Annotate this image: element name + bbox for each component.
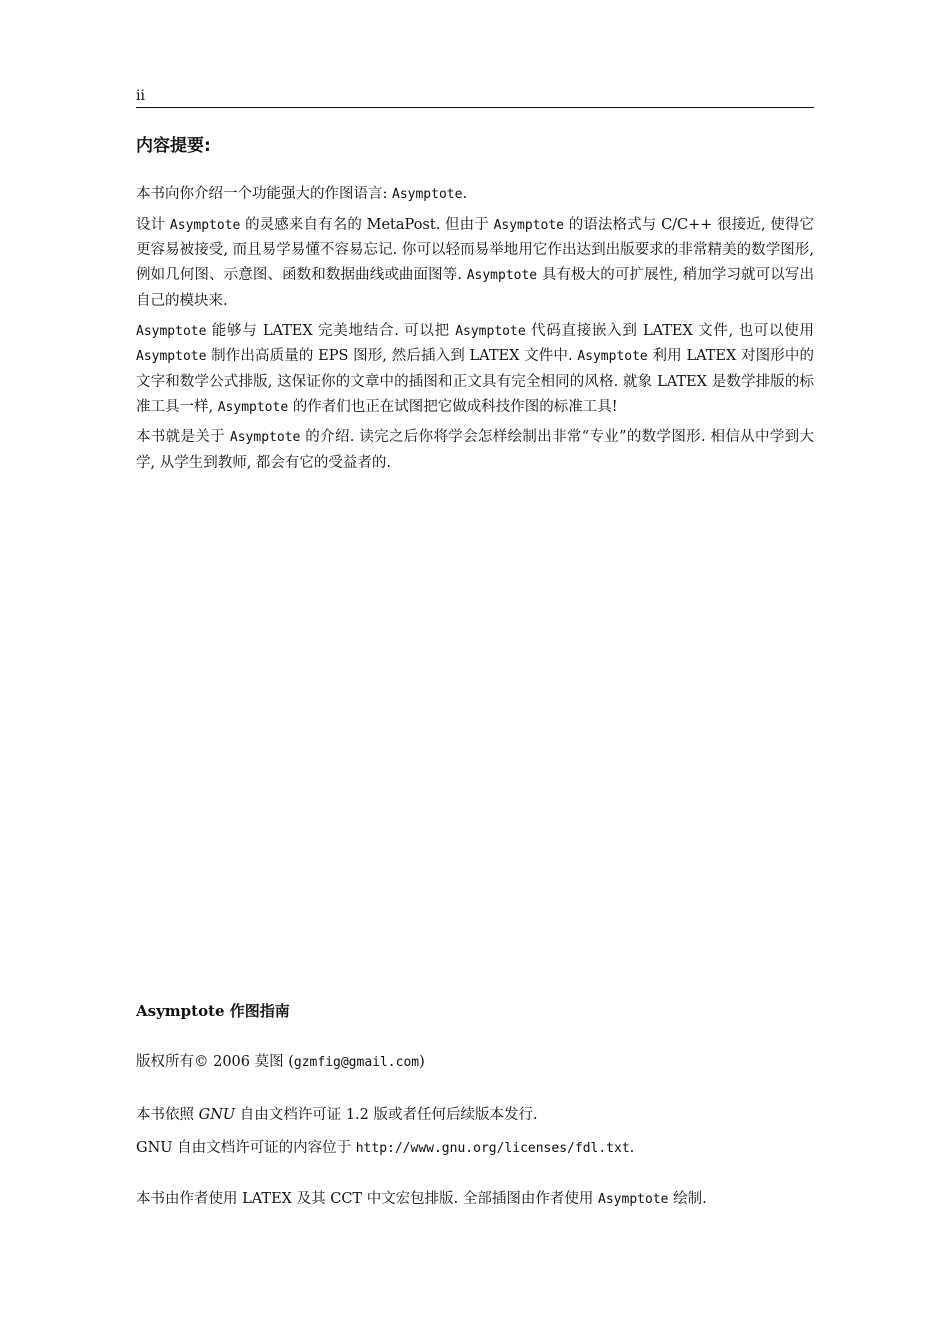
code-term: Asymptote (598, 1192, 669, 1207)
copyright-line (136, 1051, 425, 1074)
code-term: Asymptote (466, 268, 538, 284)
text: 绘制. (668, 1191, 707, 1207)
text: 利用 (647, 348, 687, 365)
text: 文件, 也可以使用 (692, 322, 815, 339)
text: 本书向你介绍一个功能强大的作图语言: (136, 186, 392, 202)
text: 自由文档许可证 1.2 版或者任何后续版本发行. (235, 1107, 538, 1123)
text: 设计 (136, 216, 170, 233)
text: 完美地结合. 可以把 (312, 322, 456, 339)
text: 的灵感来自有名的 MetaPost. 但由于 (240, 216, 494, 233)
code-term: Asymptote (136, 349, 207, 365)
code-term: Asymptote (217, 399, 289, 415)
license-line (136, 1104, 538, 1126)
text: 代码直接嵌入到 (525, 322, 643, 339)
text: 的介绍. 读完之后你将学会怎样绘制出非常“专业”的数学图形. 相信从中学到大学, 从学生到教师, 都会有它的受益者的. (136, 429, 815, 472)
email-address: gzmfig@gmail.com (293, 1055, 420, 1070)
abstract-body (136, 182, 814, 481)
abstract-paragraph-4 (136, 425, 814, 475)
code-term: Asymptote (169, 217, 241, 233)
code-term: Asymptote (392, 187, 463, 202)
text: 具有极大的可扩展性, 稍加学习就可以写出自己的模块来. (136, 267, 815, 309)
latex-logo: LATEX (242, 1191, 292, 1207)
code-term: Asymptote (229, 430, 301, 446)
text: 文件中. (519, 348, 578, 365)
text: 的语法格式与 C/C++ 很接近, 使得它更容易被接受, 而且易学易懂不容易忘记. 你可以轻而易举地用它作出达到出版要求的非常精美的数学图形, 例如几何图、示意图、函数和数据曲线或曲面图等. (136, 216, 814, 284)
text: 本书由作者使用 (136, 1191, 243, 1207)
code-term: Asymptote (136, 323, 207, 339)
text: . (629, 1140, 635, 1156)
header-rule (136, 107, 814, 108)
text: . (462, 186, 468, 202)
text: 制作出高质量的 EPS 图形, 然后插入到 (206, 348, 470, 365)
text: 是数学排版的标准工具一样, (136, 373, 815, 415)
code-term: Asymptote (577, 349, 648, 365)
code-term: Asymptote (455, 323, 526, 339)
text: 的作者们也正在试图把它做成科技作图的标准工具! (288, 398, 618, 415)
text: GNU 自由文档许可证的内容位于 (136, 1140, 356, 1156)
license-url-line (136, 1137, 634, 1160)
abstract-paragraph-2 (136, 213, 814, 314)
colophon-title: Asymptote 作图指南 (136, 1002, 290, 1020)
abstract-title: 内容提要: (136, 136, 211, 156)
latex-logo: LATEX (262, 322, 313, 339)
abstract-paragraph-3 (136, 319, 814, 421)
text: ) (419, 1054, 425, 1070)
abstract-paragraph-1 (136, 182, 814, 208)
latex-logo: LATEX (686, 348, 737, 365)
text: 本书就是关于 (136, 429, 230, 446)
text: 对图形中的文字和数学公式排版, 这保证你的文章中的插图和正文具有完全相同的风格. 就象 (136, 348, 815, 390)
text: 及其 CCT 中文宏包排版. 全部插图由作者使用 (292, 1191, 599, 1207)
production-line (136, 1188, 707, 1211)
code-term: Asymptote (493, 217, 565, 233)
text: 本书依照 (136, 1107, 199, 1123)
latex-logo: LATEX (657, 373, 707, 390)
text: 版权所有© 2006 莫图 ( (136, 1054, 294, 1070)
text: 能够与 (206, 322, 263, 339)
latex-logo: LATEX (469, 348, 520, 365)
license-url: http://www.gnu.org/licenses/fdl.txt (355, 1141, 630, 1156)
latex-logo: LATEX (642, 322, 693, 339)
gnu-term: GNU (198, 1107, 236, 1123)
page-number: ii (136, 88, 145, 104)
